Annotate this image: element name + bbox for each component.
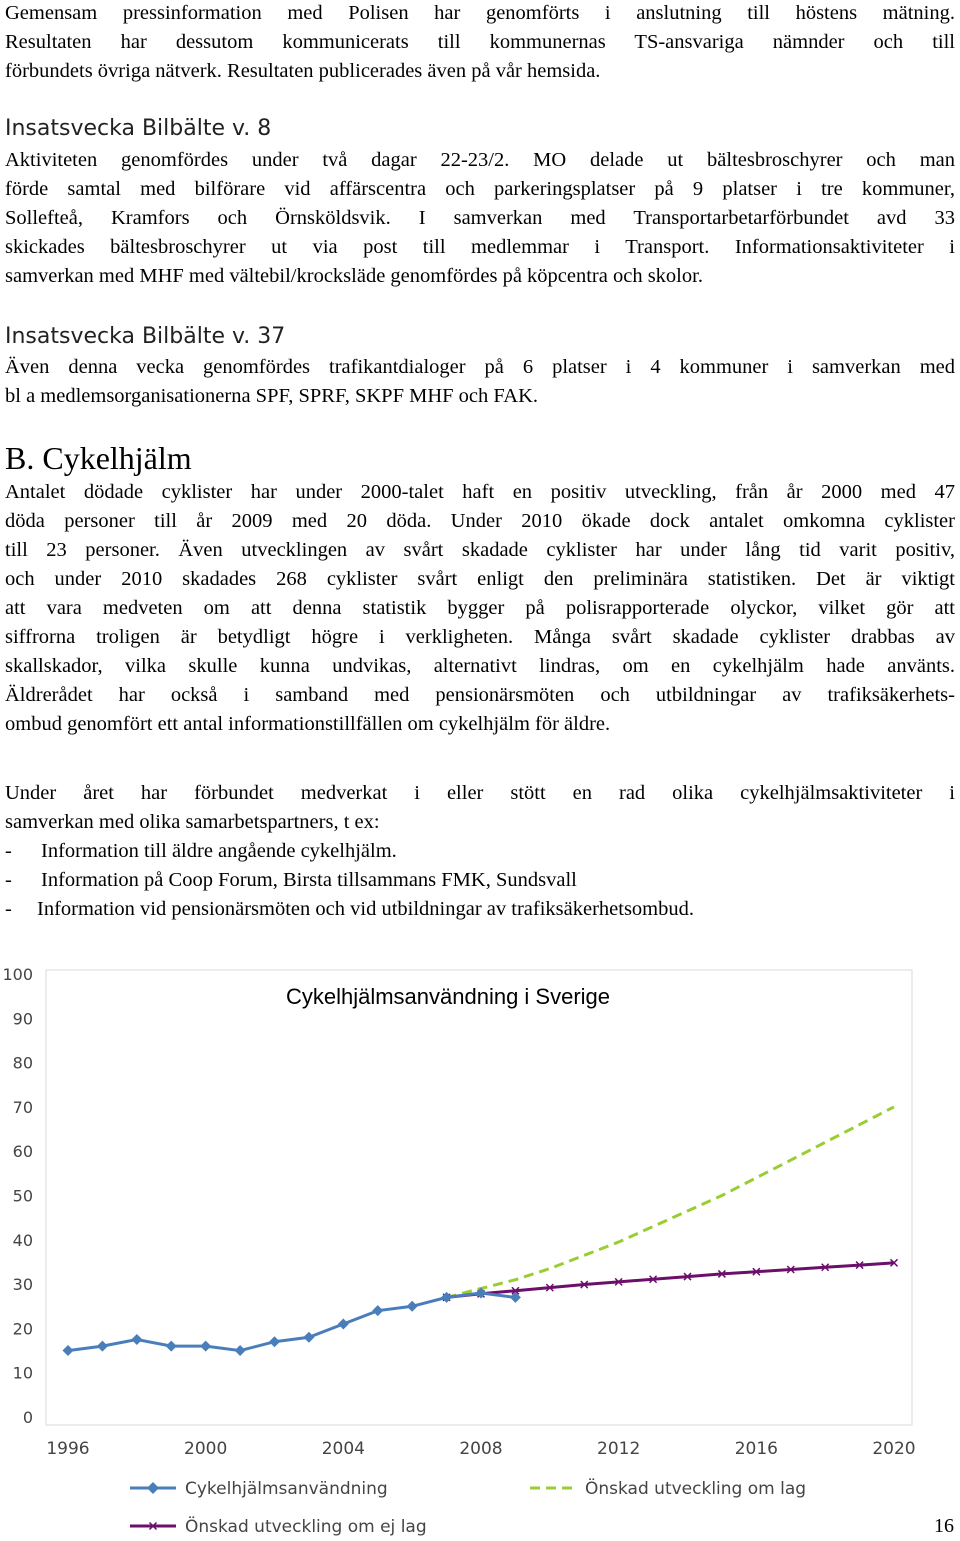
legend-marker-series1 <box>147 1482 159 1494</box>
section-v37-line: Även denna vecka genomfördes trafikantdialoger på 6 platser i 4 kommuner i samverkan med <box>5 356 955 378</box>
section-b-line: döda personer till år 2009 med 20 döda. Under 2010 ökade dock antalet omkomna cyklister <box>5 510 955 532</box>
legend-label-series1: Cykelhjälmsanvändning <box>185 1479 388 1499</box>
y-tick-label: 20 <box>12 1319 33 1339</box>
y-tick-label: 80 <box>12 1053 33 1073</box>
section-b-line: och under 2010 skadades 268 cyklister svårt enligt den preliminära statistiken. Det är viktigt <box>5 568 955 590</box>
y-tick-label: 100 <box>2 965 33 984</box>
list-item-text: Information på Coop Forum, Birsta tillsammans FMK, Sundsvall <box>41 869 577 891</box>
intro-line: förbundets övriga nätverk. Resultaten publicerades även på vår hemsida. <box>5 60 601 82</box>
series1-marker <box>235 1345 246 1356</box>
series1-marker <box>269 1336 280 1347</box>
section-v8-heading: Insatsvecka Bilbälte v. 8 <box>5 116 272 141</box>
section-v8-paragraph <box>5 146 955 291</box>
series1-marker <box>441 1292 452 1303</box>
section-v37-line: bl a medlemsorganisationerna SPF, SPRF, SKPF MHF och FAK. <box>5 385 538 407</box>
y-tick-label: 40 <box>12 1230 33 1250</box>
list-dash: - <box>5 840 12 862</box>
section-v37-paragraph <box>5 353 955 411</box>
section-v8-line: förde samtal med bilförare vid affärscentra och parkeringsplatser på 9 platser i tre kommuner, <box>5 178 955 200</box>
x-tick-label: 2008 <box>459 1439 503 1459</box>
series1-marker <box>131 1334 142 1345</box>
section-b-line: Äldrerådet har också i samband med pensionärsmöten och utbildningar av trafiksäkerhets- <box>5 684 955 706</box>
section-v8-line: Sollefteå, Kramfors och Örnsköldsvik. I samverkan med Transportarbetarförbundet avd 33 <box>5 207 955 229</box>
x-tick-label: 2012 <box>597 1439 641 1459</box>
list-item-text: Information vid pensionärsmöten och vid utbildningar av trafiksäkerhetsombud. <box>37 898 694 920</box>
x-tick-label: 2004 <box>321 1439 365 1459</box>
list-item-text: Information till äldre angående cykelhjälm. <box>41 840 397 862</box>
y-tick-label: 30 <box>12 1275 33 1295</box>
list-dash: - <box>5 898 12 920</box>
list-item <box>5 895 694 924</box>
section-b-heading: B. Cykelhjälm <box>5 440 192 476</box>
intro-paragraph <box>5 0 955 86</box>
y-tick-label: 60 <box>12 1142 33 1162</box>
series1-marker <box>200 1341 211 1352</box>
section-b-line: till 23 personer. Även utvecklingen av svårt skadade cyklister har under lång tid varit positiv, <box>5 539 955 561</box>
y-tick-label: 50 <box>12 1186 33 1206</box>
list-dash: - <box>5 869 12 891</box>
x-tick-label: 1996 <box>46 1439 90 1459</box>
activities-paragraph <box>5 779 955 837</box>
intro-line: Resultaten har dessutom kommunicerats till kommunernas TS-ansvariga nämnder och till <box>5 31 955 53</box>
section-b-line: ombud genomfört ett antal informationstillfällen om cykelhjälm för äldre. <box>5 713 611 735</box>
series1-marker <box>303 1332 314 1343</box>
x-tick-label: 2020 <box>872 1439 916 1459</box>
series1-marker <box>63 1345 74 1356</box>
series1-marker <box>166 1341 177 1352</box>
section-b-line: siffrorna troligen är betydligt högre i verkligheten. Många svårt skadade cyklister drabbas av <box>5 626 955 648</box>
intro-line: Gemensam pressinformation med Polisen har genomförts i anslutning till höstens mätning. <box>5 2 955 24</box>
section-v37-heading: Insatsvecka Bilbälte v. 37 <box>5 324 286 349</box>
section-b-line: skallskador, vilka skulle kunna undvikas, alternativt lindras, om en cykelhjälm hade använts. <box>5 655 955 677</box>
legend-label-series3: Önskad utveckling om ej lag <box>185 1517 427 1537</box>
x-tick-label: 2016 <box>734 1439 778 1459</box>
legend-label-series2: Önskad utveckling om lag <box>585 1479 807 1499</box>
activities-line: Under året har förbundet medverkat i eller stött en rad olika cykelhjälmsaktiviteter i <box>5 782 955 804</box>
x-tick-label: 2000 <box>184 1439 228 1459</box>
section-v8-line: samverkan med MHF med vältebil/krocksläde genomfördes på köpcentra och skolor. <box>5 265 703 287</box>
section-b-line: att vara medveten om att denna statistik bygger på polisrapporterade olyckor, vilket gör att <box>5 597 955 619</box>
activities-line: samverkan med olika samarbetspartners, t ex: <box>5 811 380 833</box>
section-b-paragraph <box>5 478 955 739</box>
helmet-usage-chart <box>0 955 960 1540</box>
series1-marker <box>338 1318 349 1329</box>
y-tick-label: 0 <box>22 1408 33 1427</box>
list-item <box>5 866 577 895</box>
y-tick-label: 10 <box>12 1363 33 1383</box>
chart-title: Cykelhjälmsanvändning i Sverige <box>285 984 611 1009</box>
section-v8-line: Aktiviteten genomfördes under två dagar 22-23/2. MO delade ut bältesbroschyrer och man <box>5 149 955 171</box>
section-b-line: Antalet dödade cyklister har under 2000-talet haft en positiv utveckling, från år 2000 med 47 <box>5 481 955 503</box>
series1-marker <box>407 1301 418 1312</box>
series1-marker <box>97 1341 108 1352</box>
y-tick-label: 70 <box>12 1097 33 1117</box>
y-tick-label: 90 <box>12 1009 33 1029</box>
plot-frame <box>46 970 912 1425</box>
page-number: 16 <box>934 1515 954 1537</box>
list-item <box>5 837 397 866</box>
series1-marker <box>372 1305 383 1316</box>
section-v8-line: skickades bältesbroschyrer ut via post till medlemmar i Transport. Informationsaktiviteter i <box>5 236 955 258</box>
